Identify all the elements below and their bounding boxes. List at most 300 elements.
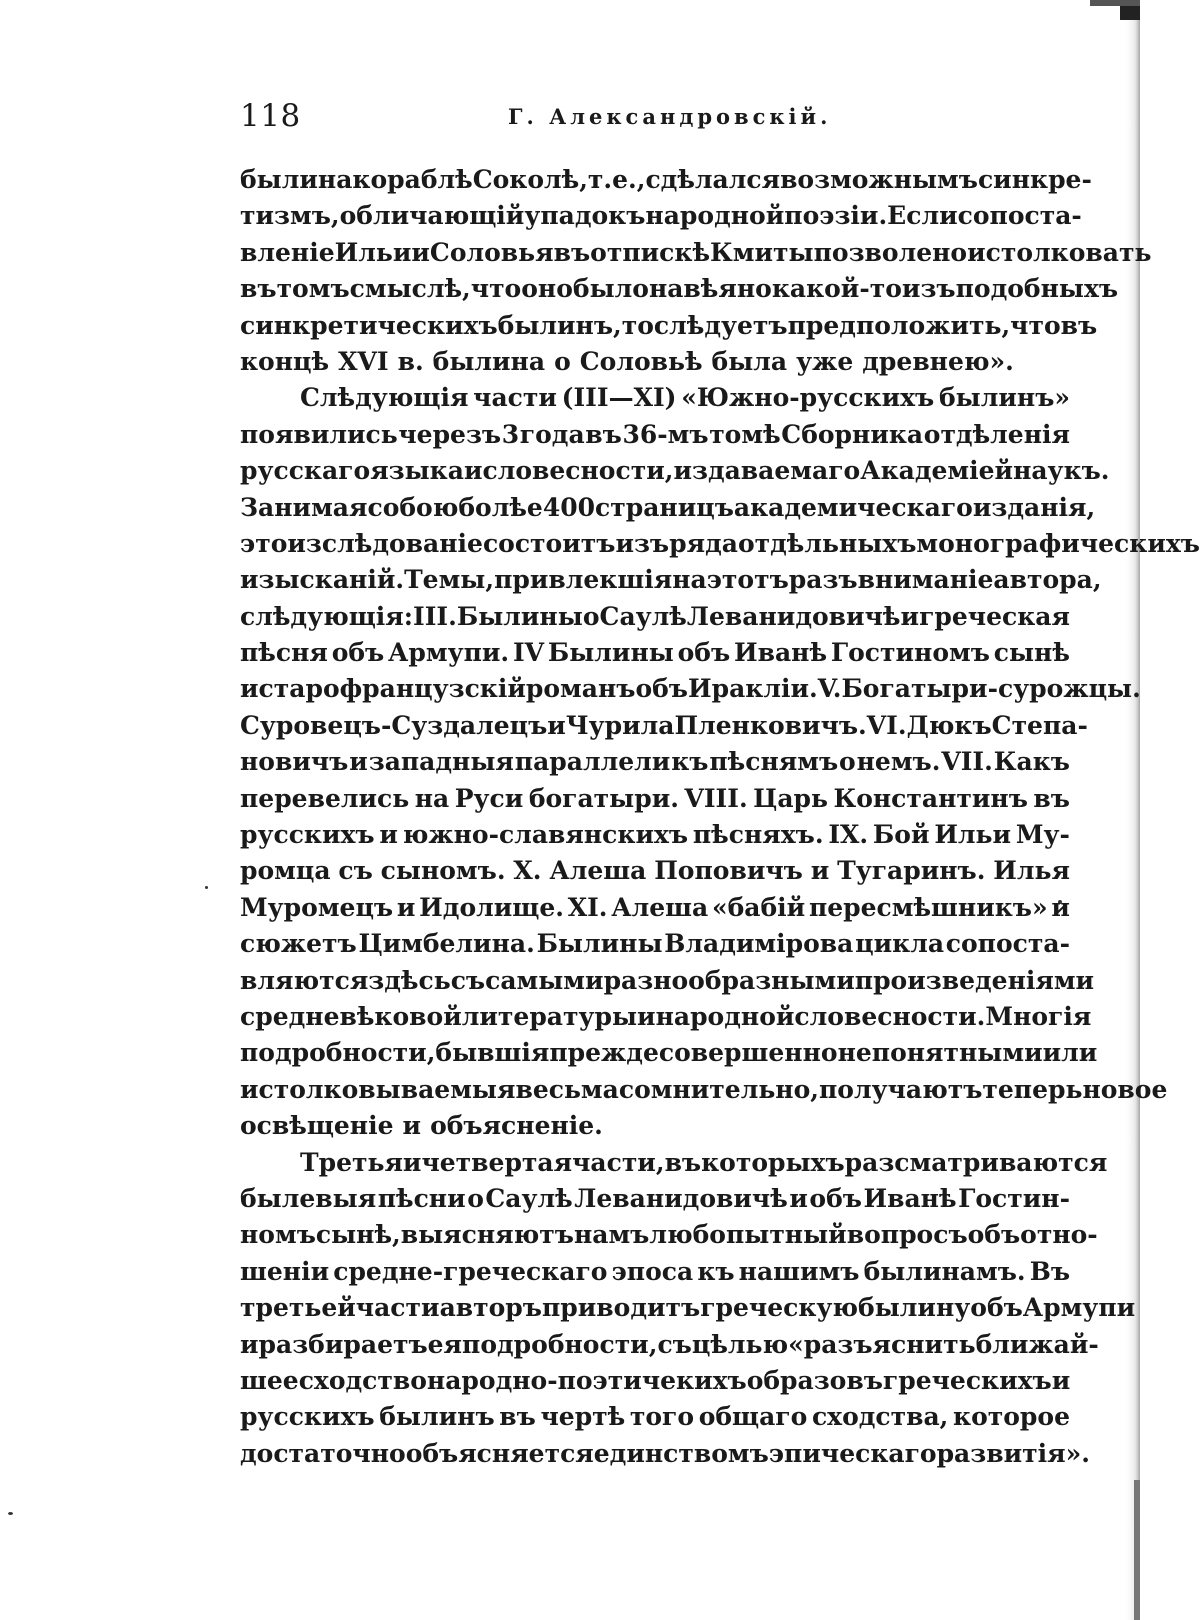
word: общаго	[698, 1402, 808, 1432]
word: народной	[645, 201, 785, 231]
word: весьма	[515, 1074, 619, 1104]
word: съ	[338, 856, 373, 886]
word: синкре-	[977, 165, 1092, 194]
word: была	[711, 346, 788, 376]
word: оно	[521, 274, 573, 304]
word: «разъяснить	[788, 1329, 976, 1359]
word: Му-	[1015, 820, 1070, 850]
word: новое	[1082, 1074, 1168, 1104]
word: четвертая	[421, 1147, 573, 1177]
word: VI.	[866, 710, 907, 740]
word: Ильи	[934, 820, 1012, 850]
word: съ	[450, 965, 486, 995]
word: Соколѣ,	[472, 165, 588, 194]
word: позволено	[813, 237, 968, 267]
word: Константинъ	[833, 783, 1028, 813]
word: въ	[553, 237, 591, 267]
word: былевыя	[240, 1183, 377, 1213]
word: Поповичъ	[654, 856, 803, 886]
word: VII.	[941, 747, 993, 777]
word: томѣ	[709, 419, 781, 449]
word: сыномъ.	[380, 856, 506, 886]
word: сходство	[298, 1365, 427, 1395]
word: къ	[671, 747, 709, 777]
word: Иракліи.	[687, 674, 818, 704]
word: ряда	[669, 528, 738, 558]
word: и	[240, 1329, 259, 1359]
word: западныя	[368, 747, 514, 777]
text-line	[240, 1072, 1168, 1108]
word: разбираетъ	[258, 1329, 428, 1359]
word: Въ	[1029, 1256, 1070, 1286]
word: сдѣлался	[645, 165, 781, 194]
word: перевелись	[240, 783, 410, 813]
word: объ	[809, 1183, 862, 1213]
word: томъ	[276, 274, 350, 304]
word: объясняется	[405, 1438, 594, 1468]
word: Муромецъ	[240, 892, 394, 922]
word: намъ	[573, 1220, 650, 1250]
word: этотъ	[706, 565, 789, 595]
word: Пленковичъ.	[674, 710, 867, 740]
word: въ	[1060, 310, 1098, 340]
word: былинамъ.	[863, 1256, 1026, 1286]
word: и	[900, 601, 920, 631]
word: съ	[657, 1329, 692, 1359]
word: кораблѣ	[352, 165, 473, 194]
word: Гостиномъ	[830, 638, 990, 668]
word: отдѣленія	[923, 419, 1070, 449]
word: IV	[512, 638, 545, 668]
word: объ	[970, 1293, 1023, 1323]
word: то	[621, 310, 654, 340]
word: состоитъ	[482, 528, 616, 558]
text-line	[240, 1145, 1108, 1181]
word: цѣлью	[691, 1329, 789, 1359]
text-line	[240, 708, 1088, 744]
text-line	[240, 490, 1096, 526]
word: наукъ.	[1013, 456, 1110, 486]
word: и	[547, 710, 566, 740]
word: сходства,	[811, 1402, 949, 1432]
word: было	[572, 274, 649, 304]
word: уже	[796, 346, 854, 376]
word: теперь	[982, 1074, 1083, 1104]
word: Если	[887, 201, 958, 231]
word: эпическаго	[768, 1438, 937, 1468]
word: Леванидовичѣ	[574, 1183, 788, 1213]
word: южно-славянскихъ	[402, 820, 689, 850]
word: Ильи	[334, 237, 412, 267]
word: и	[1051, 892, 1070, 922]
text-line	[240, 1290, 1136, 1326]
word: пѣснямъ	[709, 747, 839, 777]
word: страницъ	[595, 492, 734, 522]
text-line	[240, 963, 1095, 999]
word: о	[839, 747, 856, 777]
word: въ	[499, 1402, 536, 1432]
word: ближай-	[975, 1329, 1099, 1359]
text-line	[240, 162, 1092, 198]
word: пересмѣшникъ»	[808, 892, 1048, 922]
word: романъ	[525, 674, 636, 704]
text-line	[240, 781, 1070, 817]
word: поэзіи.	[784, 201, 888, 231]
running-title: Г. Александровскій.	[508, 104, 832, 129]
word: смыслѣ,	[349, 274, 471, 304]
text-line	[240, 453, 1110, 489]
word: объ	[677, 638, 731, 668]
word: нашимъ	[738, 1256, 860, 1286]
word: собою	[367, 492, 459, 522]
word: Темы,	[404, 565, 495, 595]
word: года	[519, 419, 585, 449]
word: Бой	[872, 820, 930, 850]
word: объ	[331, 638, 385, 668]
word: изданія,	[972, 492, 1096, 522]
word: эпоса	[611, 1256, 694, 1286]
word: о	[467, 1183, 484, 1213]
word: развитія».	[936, 1438, 1090, 1468]
word: Кмиты	[710, 237, 814, 267]
word: вляются	[240, 965, 369, 995]
word: ея	[427, 1329, 463, 1359]
word: III.	[413, 601, 457, 631]
word: Саулѣ	[599, 601, 687, 631]
text-line	[240, 599, 1070, 635]
word: Третья	[300, 1147, 403, 1177]
word: и	[402, 1111, 422, 1141]
word: былина	[432, 346, 546, 376]
word: части,	[572, 1147, 665, 1177]
word: Суровецъ-Суздалецъ	[240, 710, 548, 740]
word: о	[582, 601, 600, 631]
word: и	[789, 1183, 808, 1213]
word: былинъ»	[938, 383, 1070, 413]
word: это	[240, 528, 288, 558]
word: въ	[1033, 783, 1070, 813]
word: въ	[240, 274, 277, 304]
word: и	[810, 856, 830, 886]
word: ромца	[240, 856, 331, 886]
word: получаютъ	[818, 1074, 983, 1104]
word: или	[1042, 1038, 1098, 1068]
word: вниманіе	[857, 565, 994, 595]
word: объ	[967, 1220, 1021, 1250]
word: концѣ	[240, 346, 330, 376]
text-line	[240, 1108, 1070, 1144]
word: Дюкъ	[906, 710, 992, 740]
word: на	[317, 165, 353, 194]
word: и	[379, 820, 398, 850]
text-line	[240, 1363, 1070, 1399]
word: XI.	[567, 892, 608, 922]
text-line	[240, 380, 1070, 416]
word: шее	[240, 1365, 299, 1395]
text-line	[240, 308, 1098, 344]
text-line	[240, 1035, 1098, 1071]
word: здѣсь	[368, 965, 451, 995]
word: сынѣ,	[315, 1220, 401, 1250]
text-line	[240, 562, 1102, 598]
word: былинъ	[379, 1402, 495, 1432]
word: третьей	[240, 1293, 356, 1323]
word: Армупи.	[388, 638, 510, 668]
word: какой-то	[771, 274, 902, 304]
word: изъ	[901, 274, 956, 304]
text-line	[240, 417, 1070, 453]
word: болѣе	[458, 492, 543, 522]
word: шеніи	[240, 1256, 330, 1286]
word: Цимбелина.	[358, 929, 535, 959]
word: XVI	[338, 346, 389, 376]
text-line	[240, 926, 1070, 962]
word: чертѣ	[540, 1402, 626, 1432]
word: словесности.	[794, 1001, 986, 1031]
word: языка	[370, 456, 464, 486]
word: бывшія	[435, 1038, 550, 1068]
word: синкретическихъ	[240, 310, 498, 340]
text-line	[240, 1399, 1070, 1435]
word: что	[470, 274, 522, 304]
word: средневѣковой	[240, 1001, 462, 1031]
word: изслѣдованіе	[287, 528, 483, 558]
word: и	[1051, 1365, 1071, 1395]
word: появились	[240, 419, 398, 449]
word: VIII.	[684, 783, 748, 813]
word: единствомъ	[593, 1438, 769, 1468]
word: были	[240, 165, 318, 194]
text-line	[240, 1436, 1090, 1472]
word: самыми	[485, 965, 604, 995]
text-line	[240, 671, 1141, 707]
word: номъ	[240, 1220, 316, 1250]
text-line	[240, 1217, 1098, 1253]
word: обличающій	[339, 201, 525, 231]
text-line	[240, 271, 1119, 307]
word: немъ.	[856, 747, 941, 777]
word: греческая	[919, 601, 1070, 631]
word: богатыри.	[528, 783, 679, 813]
word: Академіей	[860, 456, 1014, 486]
page-number: 118	[240, 98, 301, 134]
word: подробности,	[462, 1329, 658, 1359]
word: русскихъ	[240, 1402, 375, 1432]
word: освѣщеніе	[240, 1111, 394, 1141]
word: Леванидовичѣ	[686, 601, 901, 631]
word: IX.	[828, 820, 869, 850]
word: произведеніями	[854, 965, 1095, 995]
body-text	[240, 162, 1200, 1472]
word: и	[349, 747, 368, 777]
word: которыхъ	[701, 1147, 845, 1177]
word: упадокъ	[524, 201, 646, 231]
word: сопоста-	[945, 929, 1070, 959]
text-line	[240, 235, 1152, 271]
word: Занимая	[240, 492, 368, 522]
word: Гостин-	[958, 1183, 1070, 1213]
word: непонятными	[837, 1038, 1043, 1068]
word: приводитъ	[541, 1293, 701, 1323]
word: выясняютъ	[400, 1220, 574, 1250]
word: образовъ	[746, 1365, 883, 1395]
word: сопоста-	[957, 201, 1082, 231]
word: изысканій.	[240, 565, 405, 595]
word: Илья	[993, 856, 1070, 886]
word: и	[402, 1147, 422, 1177]
word: возможнымъ	[780, 165, 978, 194]
word: совершенно	[658, 1038, 838, 1068]
word: и	[411, 237, 430, 267]
word: части	[355, 1293, 440, 1323]
word: и	[396, 892, 416, 922]
word: Былины	[536, 929, 663, 959]
word: словесности,	[482, 456, 674, 486]
text-line	[240, 744, 1070, 780]
word: пѣсняхъ.	[692, 820, 824, 850]
word: Алеша	[549, 856, 647, 886]
text-line	[240, 635, 1070, 671]
text-line	[240, 198, 1082, 234]
word: достаточно	[240, 1438, 406, 1468]
word: истолковать	[967, 237, 1152, 267]
word: V.	[817, 674, 842, 704]
word: Иванѣ	[733, 638, 828, 668]
word: подробности,	[240, 1038, 436, 1068]
word: е.,	[612, 165, 646, 194]
word: и	[637, 1001, 656, 1031]
word: вопросъ	[846, 1220, 968, 1250]
word: изъ	[615, 528, 670, 558]
word: издаваемаго	[673, 456, 861, 486]
word: на	[672, 565, 707, 595]
word: Царь	[753, 783, 828, 813]
word: Владимірова	[664, 929, 854, 959]
word: Соловья	[429, 237, 554, 267]
word: Идолище.	[419, 892, 564, 922]
word: автора,	[993, 565, 1102, 595]
word: слѣдуетъ	[653, 310, 788, 340]
word: объ	[635, 674, 688, 704]
text-line	[240, 817, 1070, 853]
word: Былины	[456, 601, 583, 631]
word: на	[414, 783, 450, 813]
word: Былины	[547, 638, 674, 668]
word: въ	[664, 1147, 702, 1177]
word: отпискѣ	[590, 237, 711, 267]
word: старофранцузскій	[258, 674, 526, 704]
word: русскихъ	[240, 820, 375, 850]
word: былину	[858, 1293, 971, 1323]
word: «бабій	[711, 892, 806, 922]
word: 400	[542, 492, 596, 522]
word: тизмъ,	[240, 201, 340, 231]
word: греческую	[700, 1293, 859, 1323]
word: в.	[397, 346, 424, 376]
word: Соловьѣ	[579, 346, 703, 376]
word: русскаго	[240, 456, 371, 486]
word: подобныхъ	[955, 274, 1119, 304]
word: Руси	[454, 783, 524, 813]
word: предположить,	[787, 310, 1011, 340]
word: древнею».	[862, 346, 1014, 376]
scan-speck	[8, 1512, 13, 1515]
word: средне-греческаго	[333, 1256, 608, 1286]
word: литературы	[461, 1001, 638, 1031]
word: которое	[953, 1402, 1070, 1432]
text-line	[240, 999, 1092, 1035]
word: Армупи	[1022, 1293, 1136, 1323]
word: сынѣ	[993, 638, 1070, 668]
word: Слѣдующія	[300, 383, 469, 413]
word: 3	[501, 419, 520, 449]
word: Многія	[985, 1001, 1092, 1031]
word: отдѣльныхъ	[737, 528, 917, 558]
word: слѣдующія:	[240, 601, 413, 631]
word: объясненіе.	[430, 1111, 603, 1141]
word: Саулѣ	[485, 1183, 573, 1213]
word: Алеша	[611, 892, 709, 922]
word: монографическихъ	[916, 528, 1200, 558]
word: пѣсня	[240, 638, 328, 668]
word: сомнительно,	[618, 1074, 819, 1104]
word: греческихъ	[882, 1365, 1052, 1395]
word: вленіе	[240, 237, 335, 267]
word: любопытный	[649, 1220, 847, 1250]
word: былинъ,	[497, 310, 622, 340]
word: прежде	[549, 1038, 659, 1068]
word: авторъ	[439, 1293, 542, 1323]
word: новичъ	[240, 747, 349, 777]
word: Какъ	[993, 747, 1070, 777]
word: (III—XI)	[561, 383, 677, 413]
word: что	[1010, 310, 1061, 340]
word: привлекшія	[494, 565, 673, 595]
word: того	[629, 1402, 695, 1432]
text-line	[240, 890, 1070, 926]
word: т.	[587, 165, 613, 194]
word: и	[240, 674, 259, 704]
word: разнообразными	[603, 965, 855, 995]
page-header	[240, 98, 1080, 138]
word: сюжетъ	[240, 929, 357, 959]
word: народной	[655, 1001, 795, 1031]
word: 36-мъ	[622, 419, 709, 449]
scan-speck	[205, 886, 208, 889]
word: Иванѣ	[863, 1183, 957, 1213]
word: Степа-	[991, 710, 1088, 740]
word: Тугаринъ.	[837, 856, 986, 886]
text-line	[240, 526, 1200, 562]
word: народно-поэтичекихъ	[426, 1365, 747, 1395]
word: части	[473, 383, 557, 413]
word: отно-	[1020, 1220, 1098, 1250]
word: истолковываемыя	[240, 1074, 516, 1104]
word: академическаго	[733, 492, 973, 522]
text-line	[240, 1254, 1070, 1290]
text-line	[240, 1181, 1070, 1217]
word: Богатыри-сурожцы.	[841, 674, 1141, 704]
word: въ	[585, 419, 622, 449]
word: «Южно-русскихъ	[681, 383, 935, 413]
word: разсматриваются	[844, 1147, 1108, 1177]
word: Сборника	[781, 419, 924, 449]
word: о	[554, 346, 571, 376]
word: пѣсни	[377, 1183, 466, 1213]
word: навѣяно	[648, 274, 772, 304]
text-line	[240, 344, 1070, 380]
word: и	[463, 456, 483, 486]
